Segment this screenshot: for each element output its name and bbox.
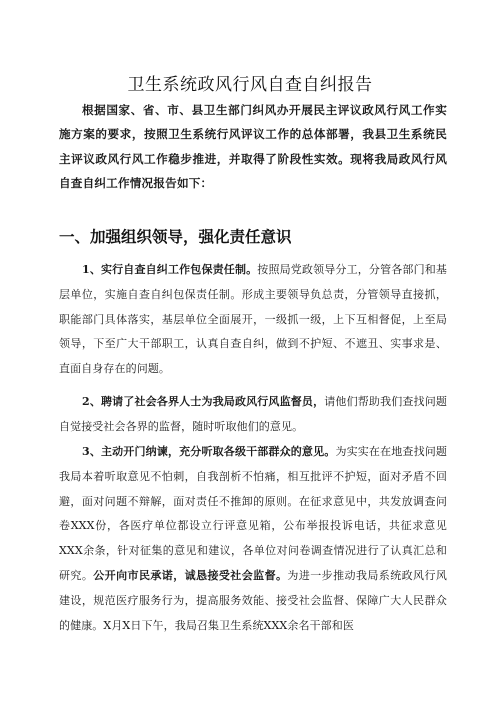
paragraph-3-body-2: 为进一步推动我局系统政风行风建设，规范医疗服务行为，提高服务效能、接受社会监督、保障广大人民群众的健康。X月X日下午，我局召集卫生系统XXX余名干部和医 xyxy=(59,568,447,632)
paragraph-1-lead: 1、实行自查自纠工作包保责任制。 xyxy=(82,263,258,276)
document-title: 卫生系统政风行风自查自纠报告 xyxy=(127,75,373,95)
paragraph-3 xyxy=(59,440,447,638)
intro-paragraph: 根据国家、省、市、县卫生部门纠风办开展民主评议政风行风工作实施方案的要求，按照卫生系统行风评议工作的总体部署，我县卫生系统民主评议政风行风工作稳步推进，并取得了阶段性实效。现将我局政风行风自查自纠工作情况报告如下： xyxy=(59,103,447,190)
paragraph-2-lead: 2、聘请了社会各界人士为我局政风行风监督员， xyxy=(82,395,325,408)
section-heading-1: 一、加强组织领导，强化责任意识 xyxy=(59,228,292,246)
paragraph-1-body: 按照局党政领导分工，分管各部门和基层单位，实施自查自纠包保责任制。形成主要领导负总责，分管领导直接抓，职能部门具体落实，基层单位全面展开，一级抓一级，上下互相督促，上至局领导，下至广大干部职工，认真自查自纠，做到不护短、不遮丑、实事求是、直面自身存在的问题。 xyxy=(59,263,447,376)
paragraph-3-bold-2: 公开向市民承诺，诚恳接受社会监督。 xyxy=(93,568,288,582)
paragraph-3-lead: 3、主动开门纳谏，充分听取各级干部群众的意见。 xyxy=(82,445,336,458)
paragraph-2 xyxy=(59,390,447,440)
paragraph-3-body-1: 为实实在在地查找问题我局本着听取意见不怕刺，自我剖析不怕痛，相互批评不护短，面对矛盾不回避，面对问题不辩解，面对责任不推卸的原则。在征求意见中，共发放调查问卷XXX份，各医疗单位都设立行评意见箱，公布举报投诉电话，共征求意见XXX余条，针对征集的意见和建议，各单位对问卷调查情况进行了认真汇总和研究。 xyxy=(59,445,448,582)
paragraph-1 xyxy=(59,258,447,382)
paragraph-2-body: 请他们帮助我们查找问题自觉接受社会各界的监督，随时听取他们的意见。 xyxy=(59,395,447,433)
